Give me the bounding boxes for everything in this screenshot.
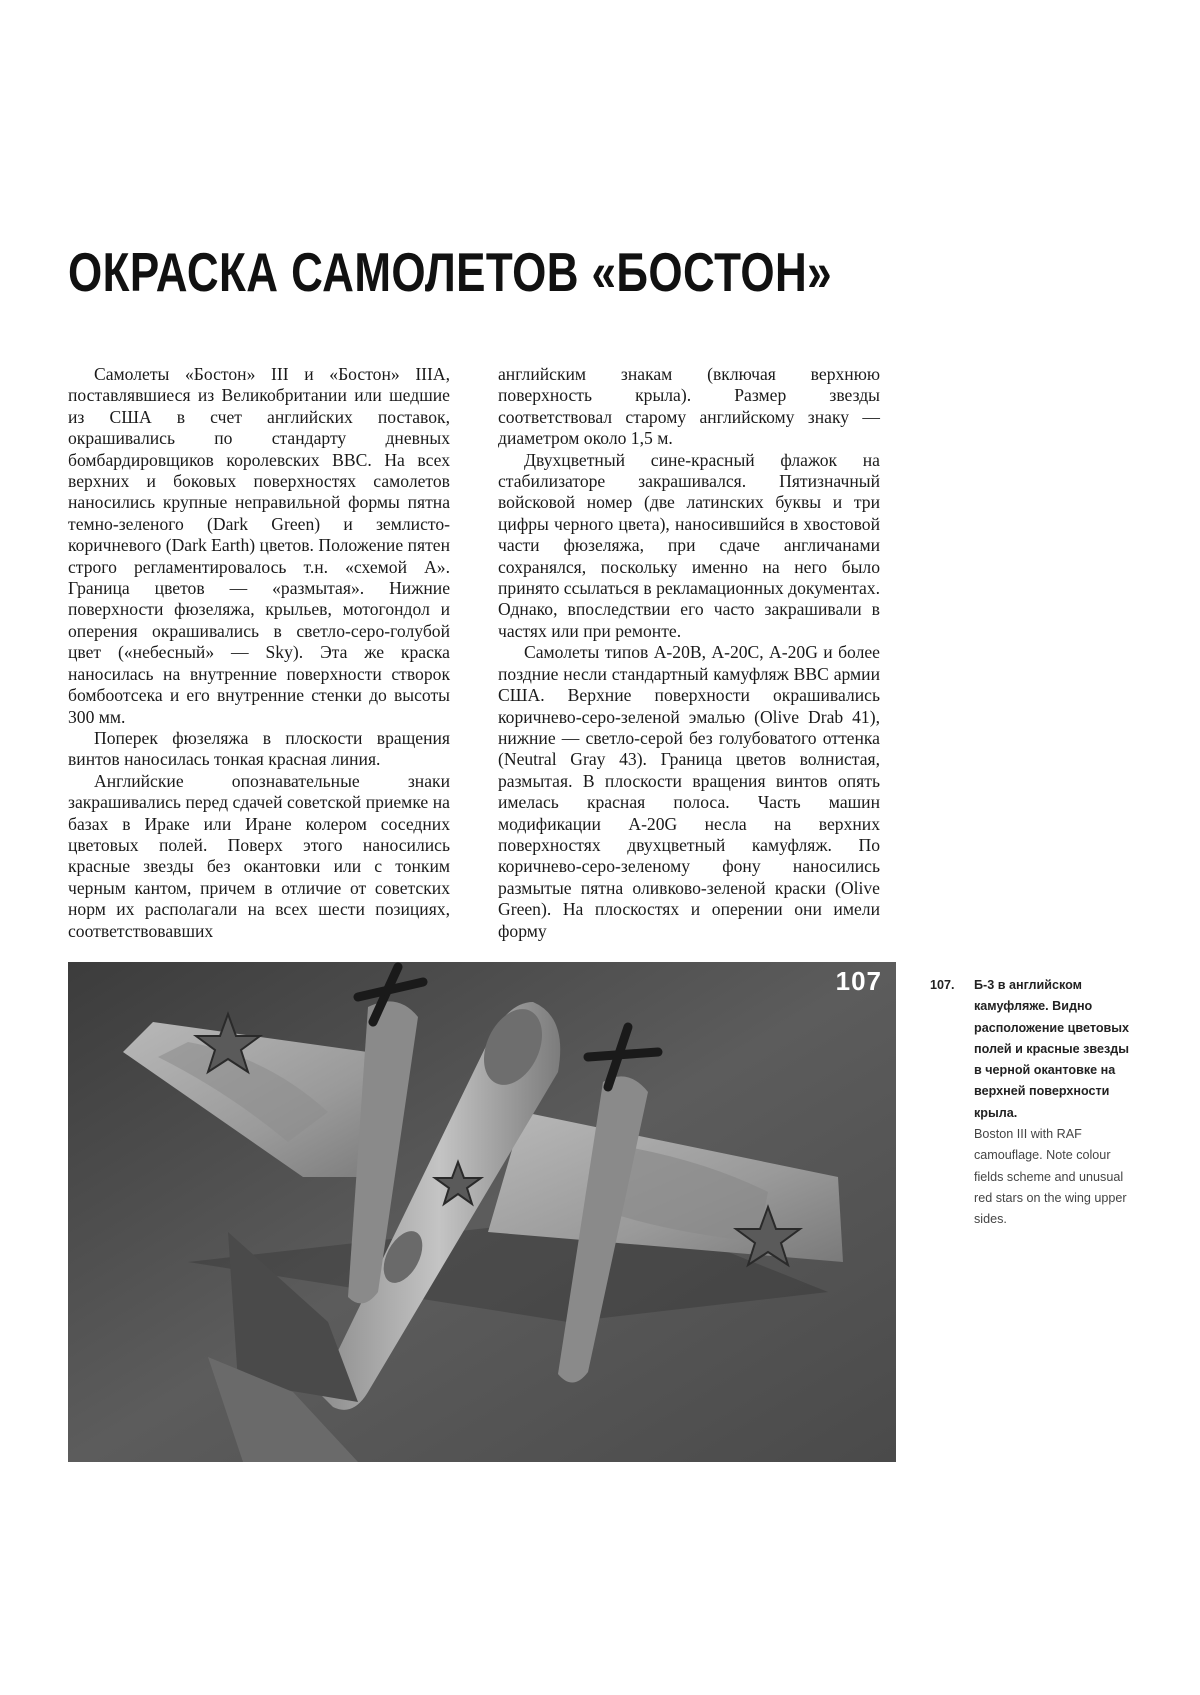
paragraph: Самолеты типов А-20В, А-20С, А-20G и более поздние несли стандартный камуфляж ВВС армии США. Верхние поверхности окрашивались коричнево-серо-зеленой эмалью (Olive Drab 41), нижние — светло-серой без голубоватого оттенка (Neutral Gray 43). Граница цветов волнистая, размытая. В плоскости вращения винтов опять имелась красная полоса. Часть машин модификации А-20G несла на верхних поверхностях двухцветный камуфляж. По коричнево-серо-зеленому фону наносились размытые пятна оливково-зеленой краски (Olive Green). На плоскостях и оперении они имели форму [498, 642, 880, 941]
aircraft-illustration [68, 962, 896, 1462]
caption-text-ru: Б-3 в английском камуфляже. Видно расположение цветовых полей и красные звезды в черной окантовке на верхней поверхности крыла. [974, 978, 1130, 1120]
paragraph: Двухцветный сине-красный флажок на стабилизаторе закрашивался. Пятизначный войсковой номер (две латинских буквы и три цифры черного цвета), наносившийся в хвостовой части фюзеляжа, при сдаче англичанами сохранялся, поскольку именно на него было принято ссылаться в рекламационных документах. Однако, впоследствии его часто закрашивали в частях или при ремонте. [498, 449, 880, 641]
article-column-left [68, 364, 450, 942]
paragraph-continuation: английским знакам (включая верхнюю поверхность крыла). Размер звезды соответствовал старому английскому знаку — диаметром около 1,5 м. [498, 364, 880, 449]
page-title: ОКРАСКА САМОЛЕТОВ «БОСТОН» [68, 241, 832, 303]
photo-caption [930, 975, 1140, 1231]
caption-number: 107. [930, 978, 955, 992]
paragraph: Английские опознавательные знаки закрашивались перед сдачей советской приемке на базах в Ираке или Иране колером соседних цветовых полей. Поверх этого наносились красные звезды без окантовки или с тонким черным кантом, причем в отличие от советских норм их располагали на всех шести позициях, соответствовавших [68, 770, 450, 941]
paragraph: Поперек фюзеляжа в плоскости вращения винтов наносилась тонкая красная линия. [68, 727, 450, 770]
aircraft-photo [68, 962, 896, 1462]
paragraph: Самолеты «Бостон» III и «Бостон» IIIA, поставлявшиеся из Великобритании или шедшие из США в счет английских поставок, окрашивались по стандарту дневных бомбардировщиков королевских ВВС. На всех верхних и боковых поверхностях самолетов наносились крупные неправильной формы пятна темно-зеленого (Dark Green) и землисто-коричневого (Dark Earth) цветов. Положение пятен строго регламентировалось т.н. «схемой А». Граница цветов — «размытая». Нижние поверхности фюзеляжа, крыльев, мотогондол и оперения окрашивались в светло-серо-голубой цвет («небесный» — Sky). Эта же краска наносилась на внутренние поверхности створок бомбоотсека и его внутренние стенки до высоты 300 мм. [68, 364, 450, 727]
caption-text-en: Boston III with RAF camouflage. Note colour fields scheme and unusual red stars on the wing upper sides. [974, 1127, 1127, 1227]
article-column-right [498, 364, 880, 942]
photo-number: 107 [835, 966, 882, 996]
